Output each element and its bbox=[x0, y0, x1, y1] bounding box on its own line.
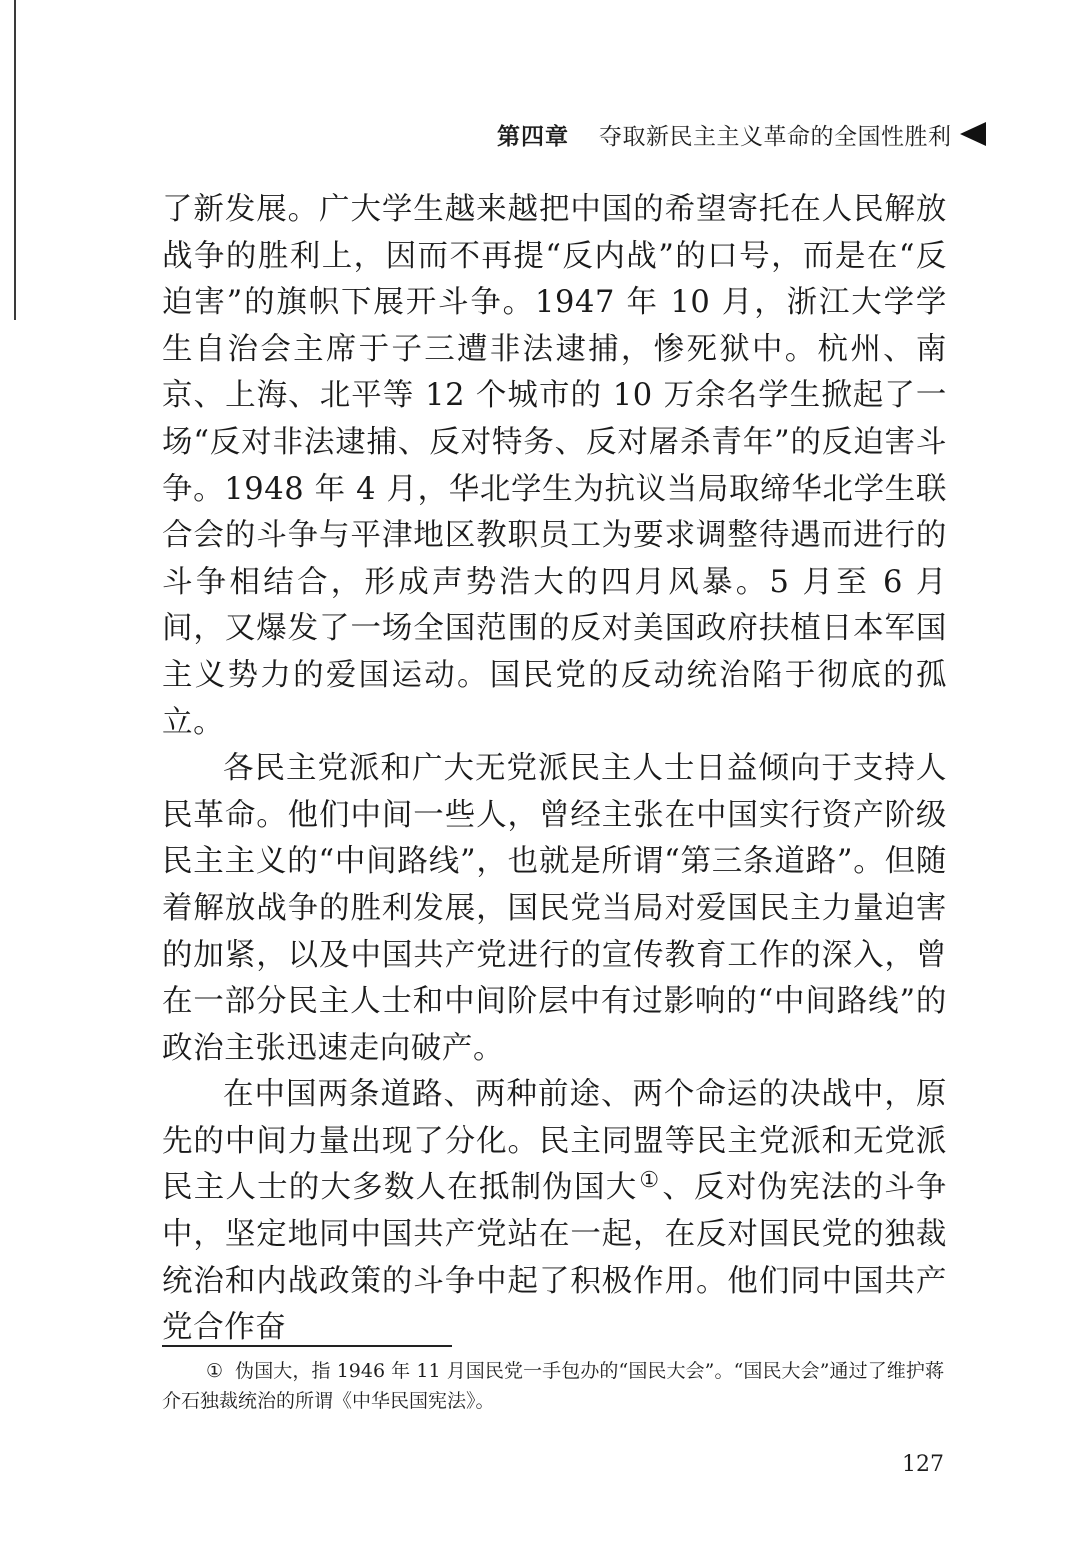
left-arrow-icon bbox=[960, 122, 986, 146]
footnote-text: 伪国大，指 1946 年 11 月国民党一手包办的“国民大会”。“国民大会”通过了维护蒋介石独裁统治的所谓《中华民国宪法》。 bbox=[162, 1360, 944, 1412]
paragraph-3-text-start: 在中国两条道路、两种前途、两个命运的决战中，原先的中间力量出现了分化。民主同盟等民主党派和无党派民主人士的大多数人在抵制伪国大 bbox=[162, 1077, 947, 1206]
running-head bbox=[497, 114, 987, 154]
paragraph-2: 各民主党派和广大无党派民主人士日益倾向于支持人民革命。他们中间一些人，曾经主张在中国实行资产阶级民主主义的“中间路线”，也就是所谓“第三条道路”。但随着解放战争的胜利发展，国民党当局对爱国民主力量迫害的加紧，以及中国共产党进行的宣传教育工作的深入，曾在一部分民主人士和中间阶层中有过影响的“中间路线”的政治主张迅速走向破产。 bbox=[162, 751, 947, 1066]
footnote-mark: ① bbox=[206, 1360, 224, 1382]
paragraph-1: 了新发展。广大学生越来越把中国的希望寄托在人民解放战争的胜利上，因而不再提“反内战”的口号，而是在“反迫害”的旗帜下展开斗争。1947 年 10 月，浙江大学学生自治会主席于子三遭非法逮捕，惨死狱中。杭州、南京、上海、北平等 12 个城市的 10 万余名学生掀起了一场“反对非法逮捕、反对特务、反对屠杀青年”的反迫害斗争。1948 年 4 月，华北学生为抗议当局取缔华北学生联合会的斗争与平津地区教职员工为要求调整待遇而进行的斗争相结合，形成声势浩大的四月风暴。5 月至 6 月间，又爆发了一场全国范围的反对美国政府扶植日本军国主义势力的爱国运动。国民党的反动统治陷于彻底的孤立。 bbox=[162, 192, 947, 740]
chapter-title: 夺取新民主主义革命的全国性胜利 bbox=[599, 123, 952, 150]
body-text bbox=[162, 187, 947, 1352]
footnote bbox=[162, 1356, 944, 1416]
paragraph-3-text-end: 、反对伪宪法的斗争中，坚定地同中国共产党站在一起，在反对国民党的独裁统治和内战政策的斗争中起了积极作用。他们同中国共产党合作奋 bbox=[162, 1170, 947, 1346]
footnote-reference[interactable]: ① bbox=[639, 1168, 661, 1194]
scan-edge-line bbox=[14, 0, 16, 320]
chapter-label: 第四章 bbox=[497, 123, 569, 150]
page-number: 127 bbox=[902, 1452, 944, 1477]
footnote-divider bbox=[162, 1345, 452, 1347]
paragraph-3 bbox=[162, 1072, 947, 1352]
